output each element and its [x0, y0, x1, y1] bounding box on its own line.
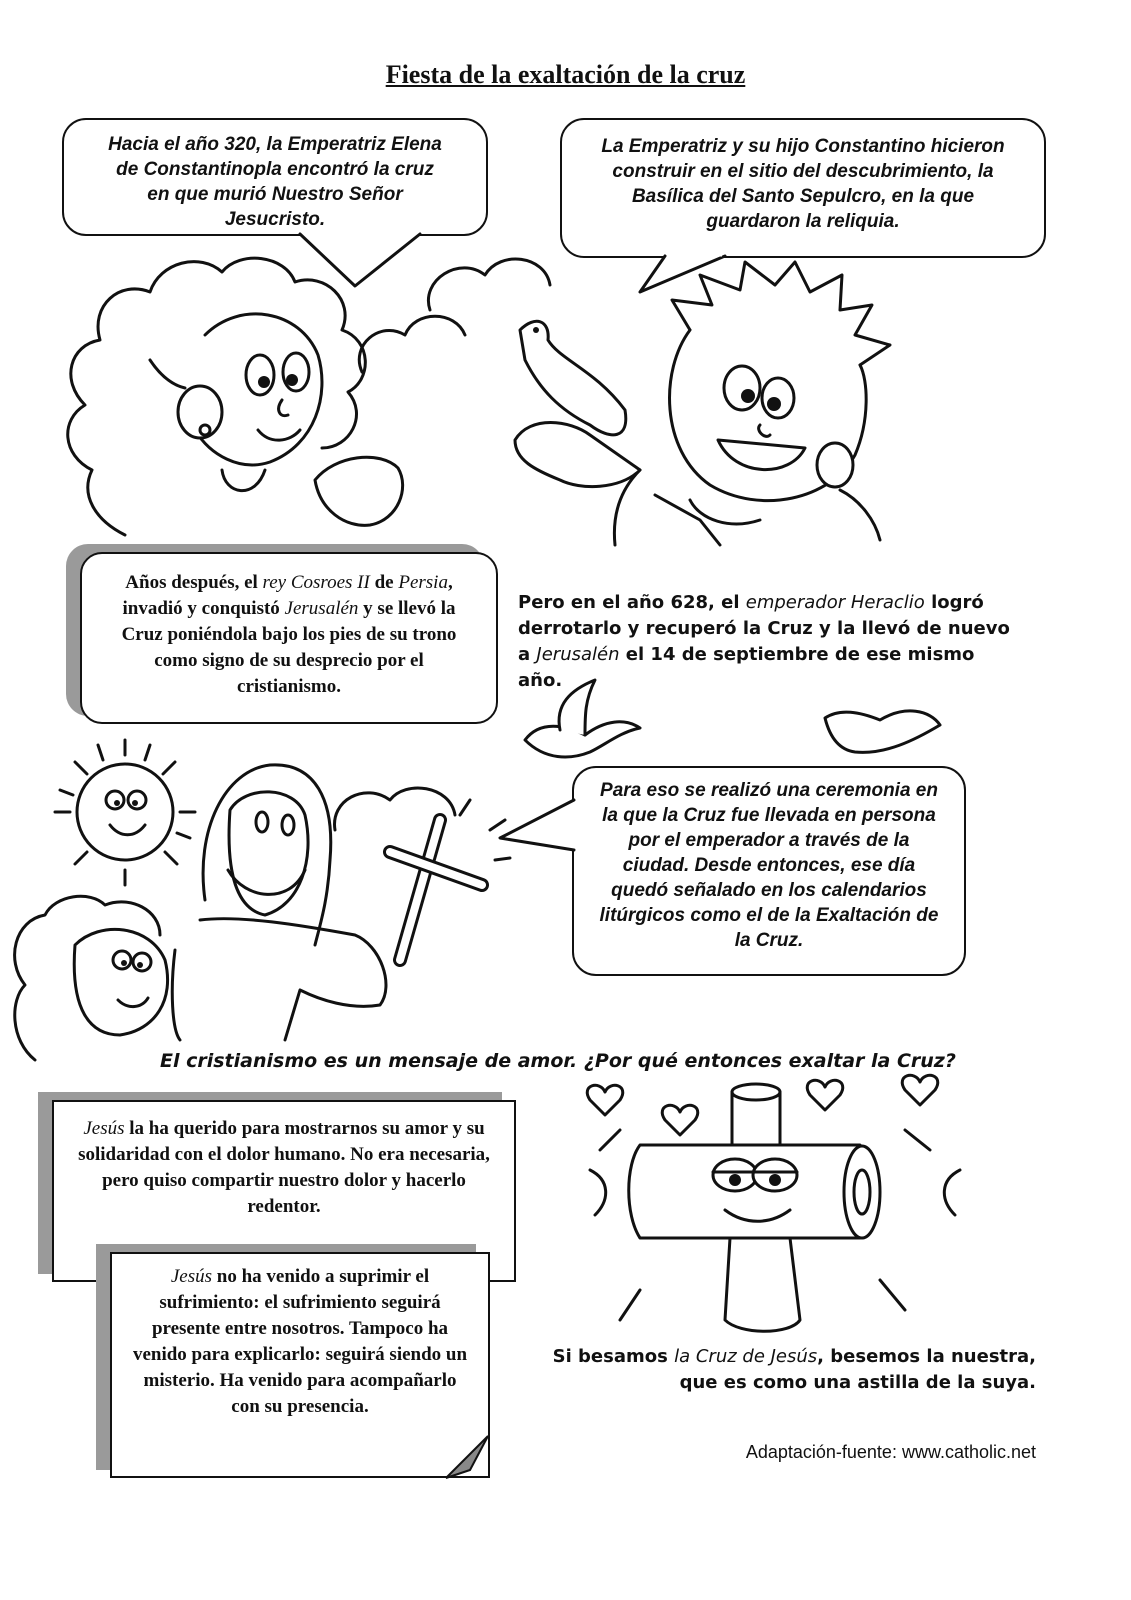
- source-credit: Adaptación-fuente: www.catholic.net: [745, 1442, 1036, 1462]
- bubble-text: Para eso se realizó una ceremonia en la que la Cruz fue llevada en persona por el emperador a través de la ciudad. Desde entonces, ese día quedó señalado en los calendarios litúrgicos como el de la Exaltación de la Cruz.: [599, 780, 939, 951]
- page-title: Fiesta de la exaltación de la cruz: [385, 60, 746, 89]
- text-box-jesus-amor: Jesús la ha querido para mostrarnos su amor y su solidaridad con el dolor humano. No era necesaria, pero quiso compartir nuestro dolor y hacerlo redentor.: [52, 1100, 516, 1282]
- paragraph-heraclio: Pero en el año 628, el emperador Heraclio logró derrotarlo y recuperó la Cruz y la llevó de nuevo a Jerusalén el 14 de septiembre de ese mismo año.: [518, 592, 1010, 691]
- heart-icon: [587, 1085, 623, 1115]
- text-box-cosroes: Años después, el rey Cosroes II de Persia, invadió y conquistó Jerusalén y se llevó la Cruz poniéndola bajo los pies de su trono como signo de su desprecio por el cristianismo.: [80, 552, 498, 724]
- paragraph-besamos: Si besamos la Cruz de Jesús, besemos la nuestra, que es como una astilla de la suya.: [552, 1346, 1036, 1393]
- bubble-text: La Emperatriz y su hijo Constantino hicieron construir en el sitio del descubrimiento, la Basílica del Santo Sepulcro, en la que guardaron la reliquia.: [601, 136, 1005, 232]
- question-line: El cristianismo es un mensaje de amor. ¿Por qué entonces exaltar la Cruz?: [160, 1050, 956, 1072]
- text-box-jesus-sufrimiento: Jesús no ha venido a suprimir el sufrimiento: el sufrimiento seguirá presente entre nosotros. Tampoco ha venido para explicarlo: seguirá siendo un misterio. Ha venido para acompañarlo con su presencia.: [110, 1252, 490, 1478]
- heart-icon: [807, 1080, 843, 1110]
- bubble-text: Hacia el año 320, la Emperatriz Elena de Constantinopla encontró la cruz en que murió Nuestro Señor Jesucristo.: [108, 134, 442, 230]
- heart-icon: [662, 1105, 698, 1135]
- heart-icon: [902, 1075, 938, 1105]
